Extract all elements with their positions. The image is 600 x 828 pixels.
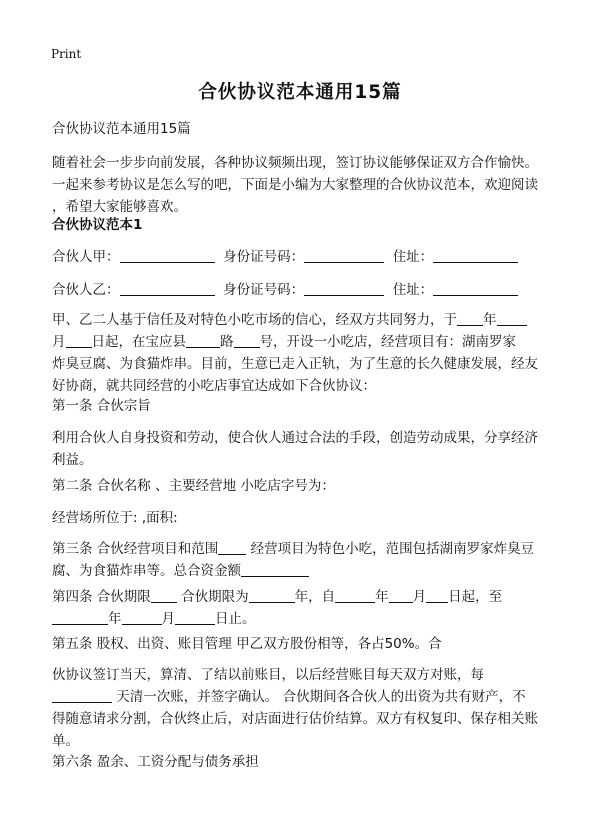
article-line: 伙协议签订当天，算清、了结以前账目，以后经营账目每天双方对账，每 bbox=[52, 667, 484, 683]
blank-field bbox=[335, 588, 375, 603]
blank-field bbox=[120, 281, 215, 296]
id-label: 身份证号码： bbox=[223, 249, 305, 265]
text-run: 日止。 bbox=[215, 611, 256, 627]
blank-field bbox=[122, 610, 162, 625]
blank-field bbox=[389, 588, 413, 603]
text-run: 月 bbox=[412, 589, 427, 605]
text-run: 月 bbox=[161, 611, 175, 627]
blank-field bbox=[175, 610, 215, 625]
intro-line: 随着社会一步步向前发展，各种协议频频出现，签订协议能够保证双方合作愉快。 bbox=[52, 155, 538, 171]
text-run: 经营项目为特色小吃，范围包括湖南罗家炸臭豆 bbox=[250, 541, 535, 557]
blank-field bbox=[52, 688, 112, 703]
article-line bbox=[52, 560, 552, 582]
text-run: 年 bbox=[483, 312, 497, 328]
article-line bbox=[52, 608, 552, 630]
text-run: 年，自 bbox=[294, 589, 336, 605]
text-run: 月 bbox=[52, 334, 66, 350]
blank-field bbox=[304, 281, 384, 296]
preamble-line bbox=[52, 331, 552, 353]
text-run: 甲、乙二人基于信任及对特色小吃市场的信心，经双方共同努力，于 bbox=[52, 312, 457, 328]
intro-line: ，希望大家能够喜欢。 bbox=[52, 199, 187, 215]
text-run: 号，开设一小吃店，经营项目有：湖南罗家 bbox=[259, 334, 516, 350]
preamble-line: 好协商，就共同经营的小吃店事宜达成如下合伙协议： bbox=[52, 378, 376, 394]
article-line: 利益。 bbox=[52, 452, 93, 468]
preamble-line bbox=[52, 309, 552, 331]
text-run: 第四条 合伙期限 bbox=[52, 589, 151, 605]
blank-field bbox=[304, 248, 384, 263]
blank-field bbox=[66, 333, 92, 348]
id-label: 身份证号码： bbox=[223, 282, 305, 298]
party-b-label: 合伙人乙： bbox=[52, 282, 120, 298]
article-5-title: 第五条 股权、出资、账目管理 甲乙双方股份相等，各占50%。合 bbox=[52, 636, 442, 652]
document-subtitle: 合伙协议范本通用15篇 bbox=[52, 121, 191, 137]
article-1-title: 第一条 合伙宗旨 bbox=[52, 398, 151, 414]
article-3 bbox=[52, 538, 552, 582]
text-run: 日起，在宝应县 bbox=[91, 334, 186, 350]
blank-field bbox=[52, 610, 108, 625]
text-run: 路 bbox=[220, 334, 234, 350]
party-a-line bbox=[52, 246, 552, 268]
text-run: 天清一次账，并签字确认。 合伙期间各合伙人的出资为共有财产，不 bbox=[116, 689, 526, 705]
article-line bbox=[52, 538, 552, 560]
article-2-site: 经营场所位于: ,面积: bbox=[52, 510, 178, 526]
blank-field bbox=[457, 311, 483, 326]
blank-field bbox=[433, 248, 518, 263]
intro-paragraph bbox=[52, 152, 552, 218]
article-6-title: 第六条 盈余、工资分配与债务承担 bbox=[52, 754, 259, 770]
article-5-body bbox=[52, 664, 552, 752]
blank-field bbox=[433, 281, 518, 296]
preamble-line: 炸臭豆腐、为食猫炸串。目前，生意已走入正轨，为了生意的长久健康发展，经友 bbox=[52, 356, 538, 372]
print-link[interactable]: Print bbox=[51, 47, 82, 61]
text-run: 腐、为食猫炸串等。总合资金额 bbox=[52, 563, 241, 579]
preamble-paragraph bbox=[52, 309, 552, 397]
article-line: 利用合伙人自身投资和劳动，使合伙人通过合法的手段，创造劳动成果，分享经济 bbox=[52, 430, 538, 446]
article-1-body bbox=[52, 427, 552, 471]
party-a-label: 合伙人甲： bbox=[52, 249, 120, 265]
blank-field bbox=[241, 562, 309, 577]
blank-field bbox=[234, 333, 260, 348]
intro-line: 一起来参考协议是怎么写的吧，下面是小编为大家整理的合伙协议范本，欢迎阅读 bbox=[52, 177, 538, 193]
text-run: 年 bbox=[375, 589, 389, 605]
article-4 bbox=[52, 586, 552, 630]
blank-field bbox=[218, 540, 246, 555]
address-label: 住址： bbox=[392, 249, 434, 265]
text-run: 年 bbox=[108, 611, 122, 627]
party-b-line bbox=[52, 279, 552, 301]
article-2-title: 第二条 合伙名称 、主要经营地 小吃店字号为： bbox=[52, 478, 335, 494]
article-line bbox=[52, 586, 552, 608]
text-run: 第三条 合伙经营项目和范围 bbox=[52, 541, 219, 557]
document-title: 合伙协议范本通用15篇 bbox=[198, 82, 402, 103]
blank-field bbox=[120, 248, 215, 263]
blank-field bbox=[249, 588, 295, 603]
blank-field bbox=[186, 333, 220, 348]
article-line: 得随意请求分割，合伙终止后，对店面进行估价结算。双方有权复印、保存相关账 bbox=[52, 711, 538, 727]
blank-field bbox=[426, 588, 448, 603]
section-title: 合伙协议范本1 bbox=[52, 217, 143, 233]
address-label: 住址： bbox=[392, 282, 434, 298]
article-line bbox=[52, 686, 552, 708]
blank-field bbox=[497, 311, 527, 326]
text-run: 日起，至 bbox=[448, 589, 503, 605]
article-line: 单。 bbox=[52, 733, 79, 749]
text-run: 合伙期限为 bbox=[181, 589, 249, 605]
blank-field bbox=[151, 588, 177, 603]
